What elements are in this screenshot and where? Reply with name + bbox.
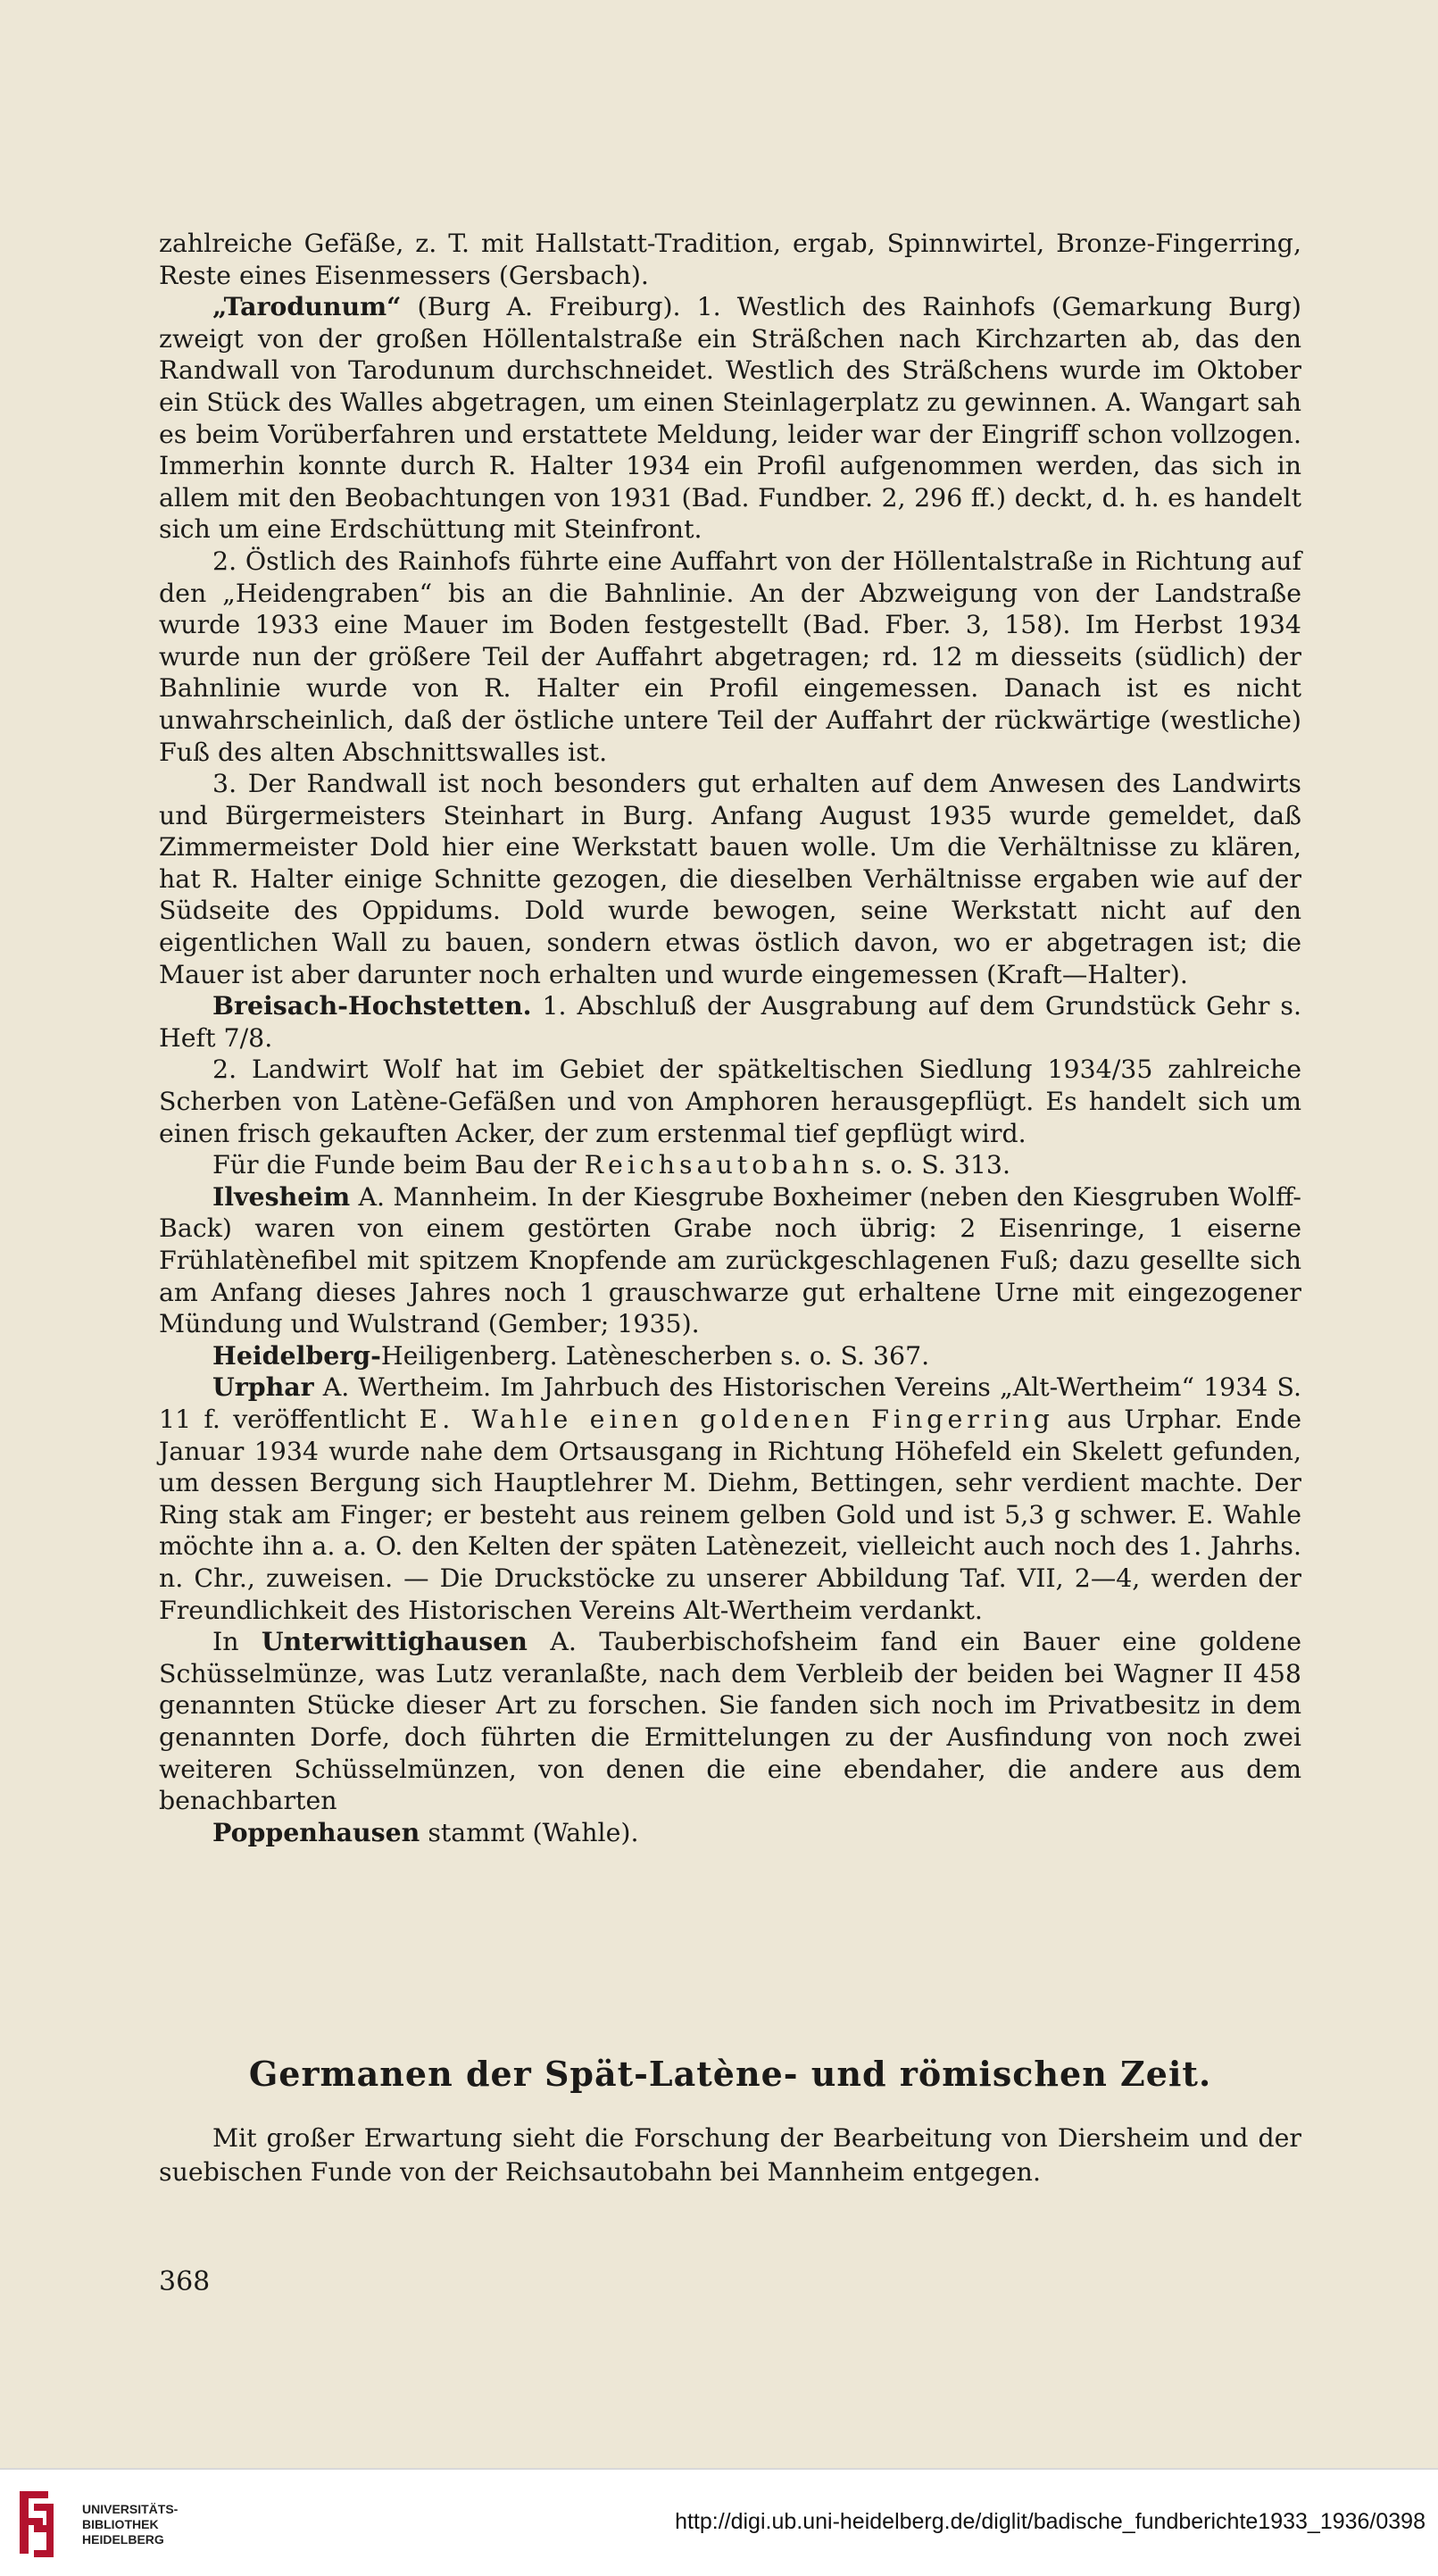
paragraph bbox=[159, 1626, 1301, 1817]
entry-heading: Poppenhausen bbox=[212, 1816, 420, 1847]
paragraph bbox=[159, 1149, 1301, 1181]
paragraph-text: s. o. S. 313. bbox=[853, 1150, 1011, 1180]
entry-heading: Ilvesheim bbox=[212, 1180, 351, 1212]
paragraph-text: Mit großer Erwartung sieht die Forschung der Bearbeitung von Diersheim und der suebischen Funde von der Reichsautobahn bei Mannheim entgegen. bbox=[159, 2123, 1301, 2187]
entry-heading: „Tarodunum“ bbox=[212, 291, 402, 322]
entry-heading: Heidelberg- bbox=[212, 1339, 381, 1371]
paragraph-text: A. Wertheim. Im Jahrbuch des Historischen Vereins „Alt-Wertheim“ 1934 S. 11 f. veröffentlicht bbox=[159, 1372, 1301, 1434]
paragraph-text: 3. Der Randwall ist noch besonders gut erhalten auf dem Anwesen des Landwirts und Bürgermeisters Steinhart in Burg. Anfang August 1935 wurde gemeldet, daß Zimmermeister Dold hier eine Werkstatt bauen wolle. Um die Verhältnisse zu klären, hat R. Halter einige Schnitte gezogen, die dieselben Verhältnisse ergaben wie auf der Südseite des Oppidums. Dold wurde bewogen, seine Werkstatt nicht auf den eigentlichen Wall zu bauen, sondern etwas östlich davon, wo er abgetragen ist; die Mauer ist aber darunter noch erhalten und wurde eingemessen (Kraft—Halter). bbox=[159, 769, 1301, 989]
main-text bbox=[159, 228, 1301, 1848]
entry-heading: Urphar bbox=[212, 1371, 314, 1403]
closing-text bbox=[159, 2122, 1301, 2189]
entry-heading: Breisach-Hochstetten. bbox=[212, 990, 532, 1021]
paragraph-text: aus Urphar. Ende Januar 1934 wurde nahe dem Ortsausgang in Richtung Höhefeld ein Skelett gefunden, um dessen Bergung sich Hauptlehrer M. Diehm, Bettingen, sehr verdient machte. Der Ring stak am Finger; er besteht aus reinem gelben Gold und ist 5,3 g schwer. E. Wahle möchte ihn a. a. O. den Kelten der späten Latènezeit, vielleicht auch noch des 1. Jahrhs. n. Chr., zuweisen. — Die Druckstöcke zu unserer Abbildung Taf. VII, 2—4, werden der Freundlichkeit des Historischen Vereins Alt-Wertheim verdankt. bbox=[159, 1404, 1301, 1625]
footer-bar bbox=[0, 2468, 1438, 2576]
paragraph-text: 2. Landwirt Wolf hat im Gebiet der spätkeltischen Siedlung 1934/35 zahlreiche Scherben von Latène-Gefäßen und von Amphoren herausgepflügt. Es handelt sich um einen frisch gekauften Acker, der zum erstenmal tief gepflügt wird. bbox=[159, 1055, 1301, 1148]
paragraph-text: (Burg A. Freiburg). 1. Westlich des Rainhofs (Gemarkung Burg) zweigt von der großen Höllentalstraße ein Sträßchen nach Kirchzarten ab, das den Randwall von Tarodunum durchschneidet. Westlich des Sträßchens wurde im Oktober ein Stück des Walles abgetragen, um einen Steinlagerplatz zu gewinnen. A. Wangart sah es beim Vorüberfahren und erstattete Meldung, leider war der Eingriff schon vollzogen. Immerhin konnte durch R. Halter 1934 ein Profil aufgenommen werden, das sich in allem mit den Beobachtungen von 1931 (Bad. Fundber. 2, 296 ff.) deckt, d. h. es handelt sich um eine Erdschüttung mit Steinfront. bbox=[159, 292, 1301, 545]
entry-heading: Unterwittighausen bbox=[261, 1626, 528, 1657]
paragraph bbox=[159, 291, 1301, 546]
paragraph-text: 1. Abschluß der Ausgrabung auf dem Grundstück Gehr s. Heft 7/8. bbox=[159, 991, 1301, 1053]
paragraph bbox=[159, 1054, 1301, 1149]
paragraph bbox=[159, 1371, 1301, 1626]
logo-line: BIBLIOTHEK bbox=[82, 2517, 159, 2531]
page-number: 368 bbox=[159, 2266, 211, 2297]
logo-line: HEIDELBERG bbox=[82, 2532, 164, 2547]
spaced-emphasis: Reichsautobahn bbox=[584, 1150, 854, 1180]
paragraph bbox=[159, 1181, 1301, 1340]
section-heading: Germanen der Spät-Latène- und römischen Zeit. bbox=[248, 2054, 1212, 2094]
paragraph bbox=[159, 1817, 1301, 1849]
paragraph-text: zahlreiche Gefäße, z. T. mit Hallstatt-Tradition, ergab, Spinnwirtel, Bronze-Fingerring, Reste eines Eisenmessers (Gersbach). bbox=[159, 229, 1301, 290]
spaced-emphasis: E. Wahle einen goldenen Fingerring bbox=[419, 1404, 1054, 1434]
paragraph-text: A. Tauberbischofsheim fand ein Bauer eine goldene Schüsselmünze, was Lutz veranlaßte, nach dem Verbleib der beiden bei Wagner II 458 genannten Stücke dieser Art zu forschen. Sie fanden sich noch im Privatbesitz in dem genannten Dorfe, doch führten die Ermittelungen zu der Ausfindung von noch zwei weiteren Schüsselmünzen, von denen die eine ebendaher, die andere aus dem benachbarten bbox=[159, 1627, 1301, 1816]
paragraph-text: stammt (Wahle). bbox=[420, 1817, 639, 1847]
paragraph bbox=[159, 546, 1301, 768]
paragraph bbox=[159, 1340, 1301, 1372]
logo-line: UNIVERSITÄTS- bbox=[82, 2502, 179, 2516]
paragraph bbox=[159, 990, 1301, 1054]
paragraph-text: 2. Östlich des Rainhofs führte eine Auffahrt von der Höllentalstraße in Richtung auf den „Heidengraben“ bis an die Bahnlinie. An der Abzweigung von der Landstraße wurde 1933 eine Mauer im Boden festgestellt (Bad. Fber. 3, 158). Im Herbst 1934 wurde nun der größere Teil der Auffahrt abgetragen; rd. 12 m diesseits (südlich) der Bahnlinie wurde von R. Halter ein Profil eingemessen. Danach ist es nicht unwahrscheinlich, daß der östliche untere Teil der Auffahrt der rückwärtige (westliche) Fuß des alten Abschnittswalles ist. bbox=[159, 546, 1301, 767]
source-url-link[interactable]: http://digi.ub.uni-heidelberg.de/diglit/badische_fundberichte1933_1936/0398 bbox=[675, 2509, 1426, 2534]
library-logo-text bbox=[82, 2502, 178, 2547]
paragraph bbox=[159, 768, 1301, 990]
paragraph bbox=[159, 228, 1301, 291]
paragraph-text: Für die Funde beim Bau der bbox=[212, 1150, 585, 1180]
library-logo-icon bbox=[12, 2482, 59, 2563]
paragraph-text: In bbox=[212, 1627, 262, 1657]
paragraph-text: A. Mannheim. In der Kiesgrube Boxheimer (neben den Kiesgruben Wolff-Back) waren von einem gestörten Grabe noch übrig: 2 Eisenringe, 1 eiserne Frühlatènefibel mit spitzem Knopfende am zurückgeschlagenen Fuß; dazu gesellte sich am Anfang dieses Jahres noch 1 grauschwarze gut erhaltene Urne mit eingezogener Mündung und Wulstrand (Gember; 1935). bbox=[159, 1181, 1301, 1339]
paragraph-text: Heiligenberg. Latènescherben s. o. S. 367. bbox=[380, 1340, 930, 1371]
